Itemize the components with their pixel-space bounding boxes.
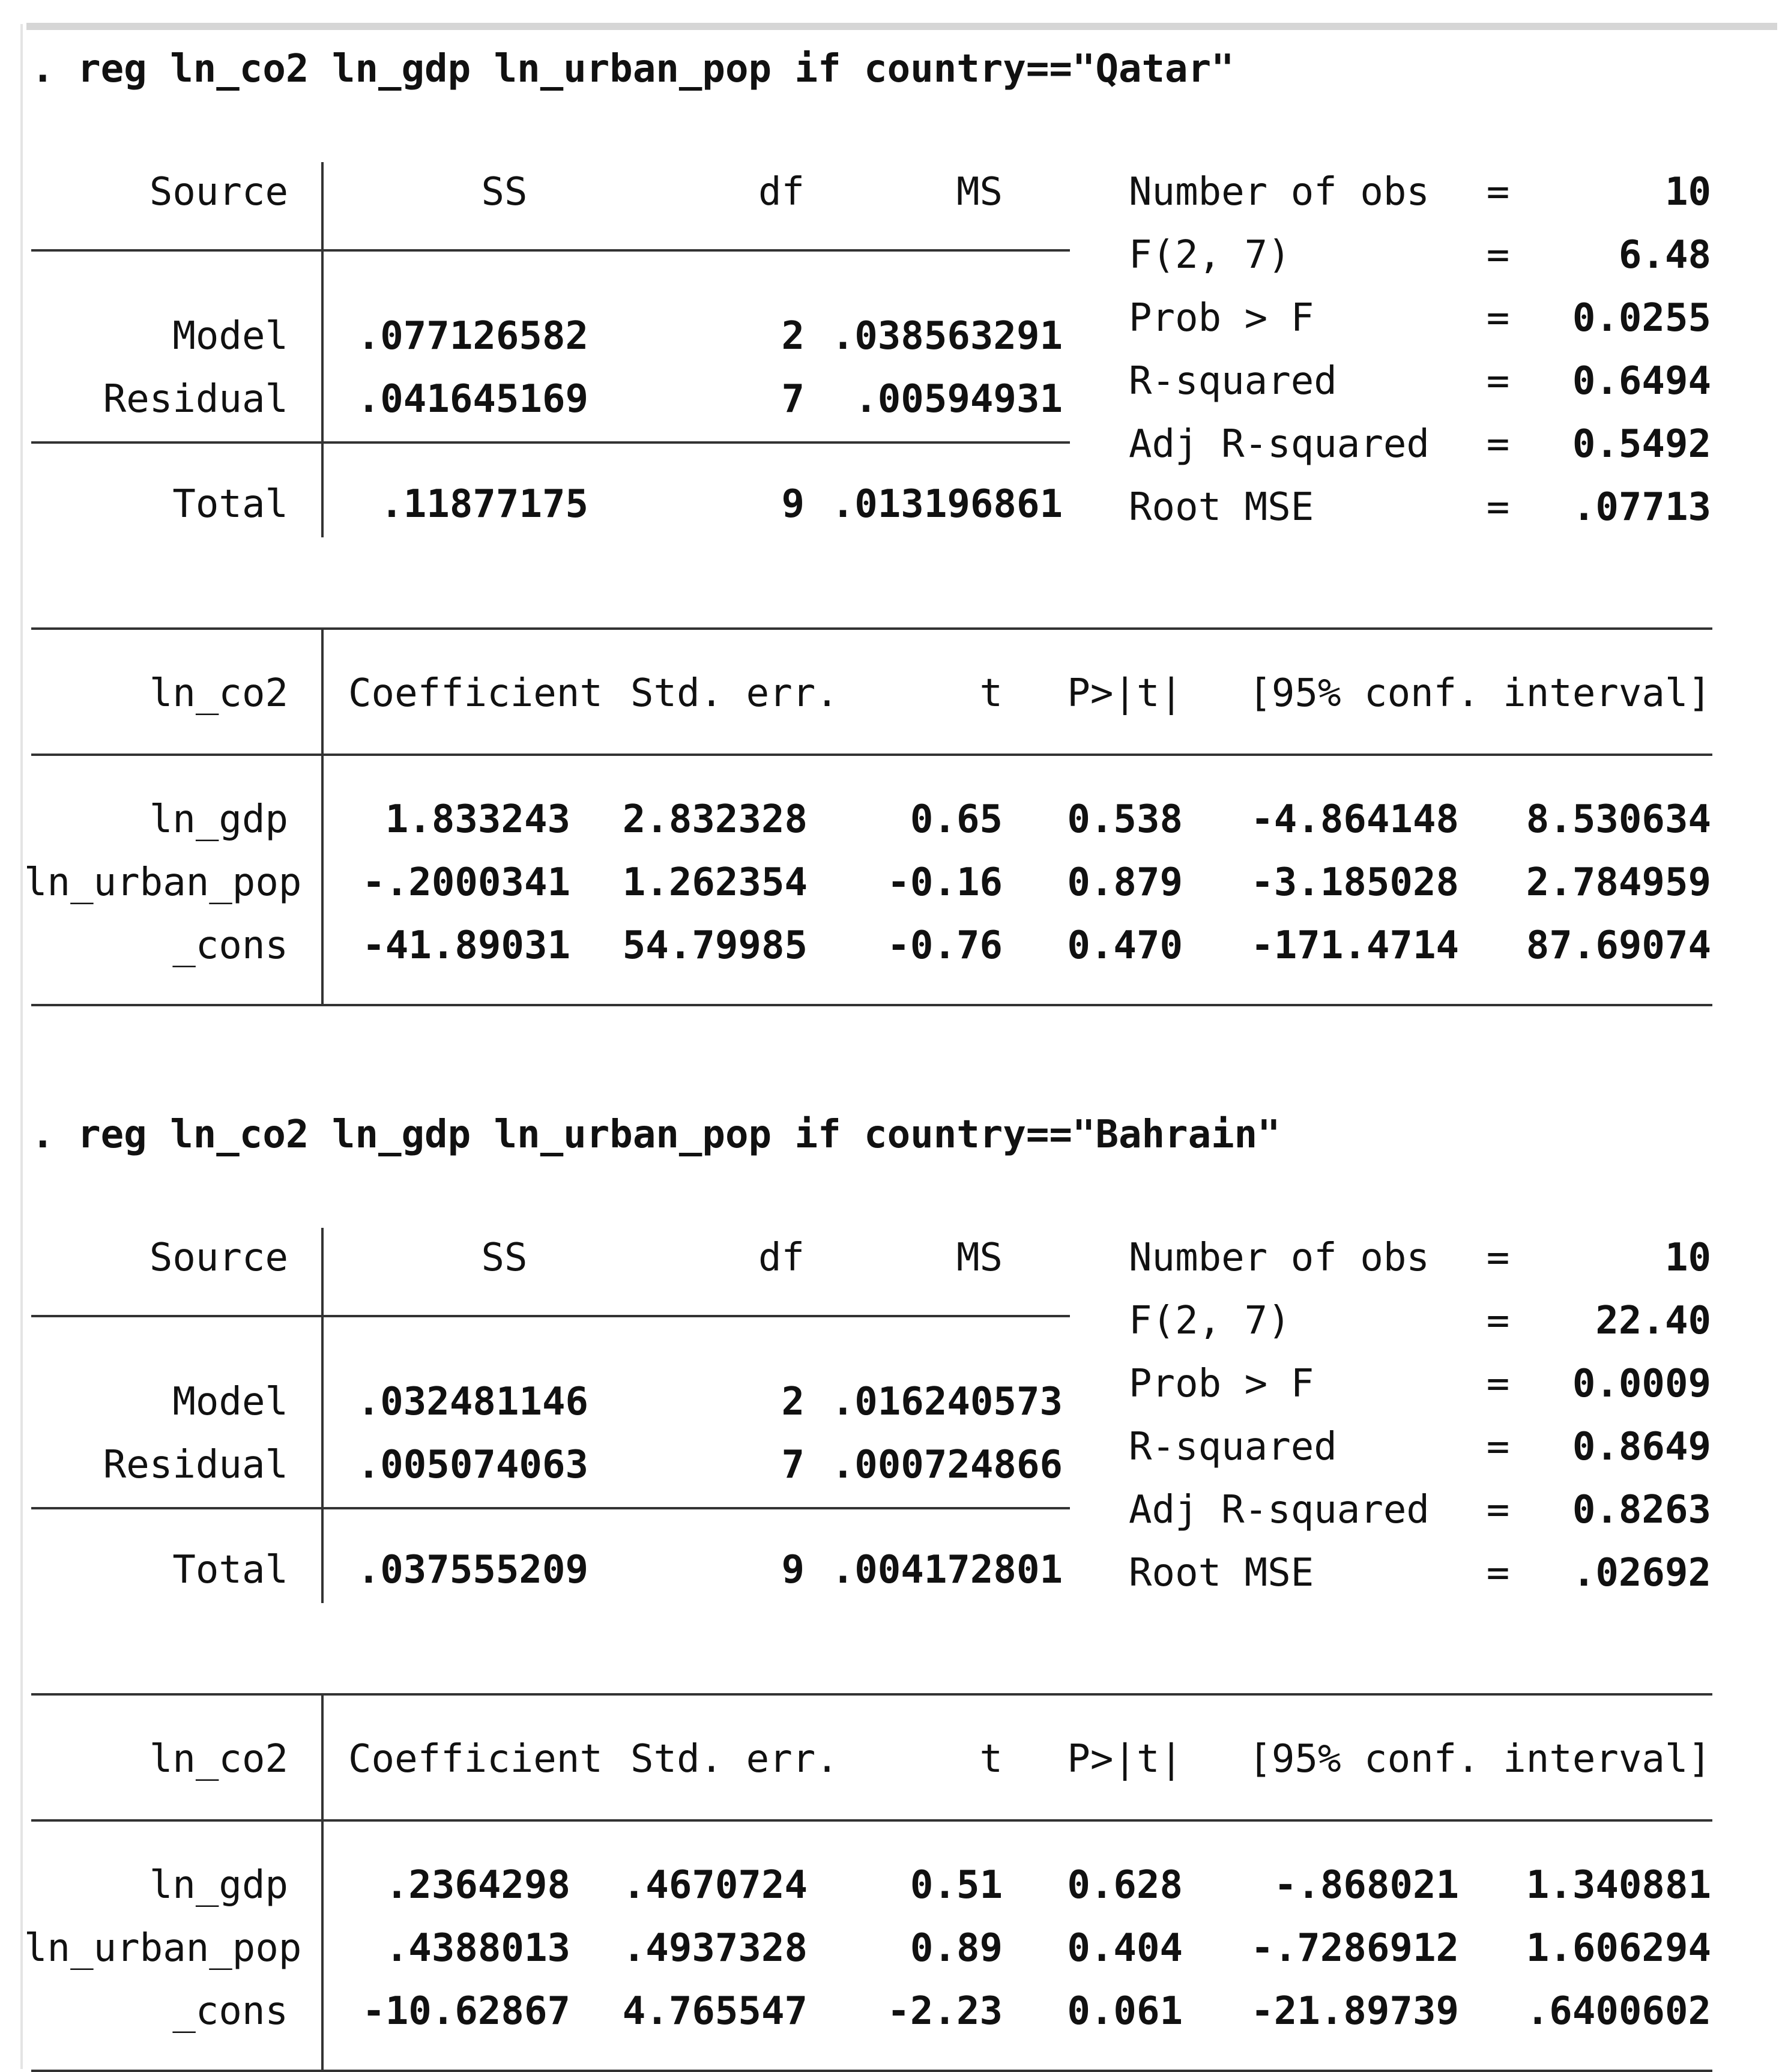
anova-row-ms: .013196861 <box>831 482 1063 527</box>
stat-eq: = <box>1486 359 1510 403</box>
stat-eq: = <box>1486 485 1510 530</box>
coef-row-var: _cons <box>172 923 288 968</box>
stat-eq: = <box>1486 233 1510 277</box>
coef-row-ci-low: -4.864148 <box>1251 797 1459 842</box>
anova-row-df: 2 <box>781 1380 805 1424</box>
coef-header-depvar: ln_co2 <box>149 1737 288 1781</box>
coef-row-p: 0.879 <box>1067 860 1183 905</box>
coef-row-p: 0.061 <box>1067 1989 1183 2034</box>
anova-row-source: Residual <box>103 377 288 421</box>
anova-row-df: 2 <box>781 314 805 358</box>
anova-row-ss: .037555209 <box>357 1548 588 1592</box>
coef-row-t: -0.76 <box>887 923 1003 968</box>
coef-row-p: 0.538 <box>1067 797 1183 842</box>
coef-row-var: _cons <box>172 1989 288 2034</box>
coef-row-coefficient: -41.89031 <box>362 923 570 968</box>
stat-label: Number of obs <box>1129 1236 1430 1280</box>
coef-row-coefficient: .4388013 <box>385 1926 570 1971</box>
coef-divider <box>321 627 324 1006</box>
coef-row-ci-low: -.7286912 <box>1251 1926 1459 1971</box>
stat-value: 0.6494 <box>1572 359 1711 403</box>
coef-row-coefficient: -10.62867 <box>362 1989 570 2034</box>
coef-row-t: 0.51 <box>910 1863 1003 1907</box>
coef-header-stderr: Std. err. <box>630 671 839 716</box>
coef-row-stderr: 1.262354 <box>622 860 808 905</box>
anova-row-source: Total <box>172 482 288 527</box>
coef-row-ci-low: -3.185028 <box>1251 860 1459 905</box>
stat-value: 10 <box>1664 170 1711 214</box>
stat-value: 0.8263 <box>1572 1488 1711 1532</box>
stat-value: 10 <box>1664 1236 1711 1280</box>
anova-header-source: Source <box>149 170 288 214</box>
coef-header-ci: [95% conf. interval] <box>1248 671 1711 716</box>
coef-row-coefficient: -.2000341 <box>362 860 570 905</box>
stat-label: R-squared <box>1129 359 1337 403</box>
anova-total-rule <box>31 441 1070 444</box>
anova-header-df: df <box>758 170 805 214</box>
anova-header-df: df <box>758 1236 805 1280</box>
coef-row-ci-high: 1.340881 <box>1526 1863 1711 1907</box>
coef-row-p: 0.404 <box>1067 1926 1183 1971</box>
stat-label: Prob > F <box>1129 1362 1314 1406</box>
command-line: . reg ln_co2 ln_gdp ln_urban_pop if country=="Qatar" <box>31 47 1234 91</box>
coef-row-stderr: .4670724 <box>622 1863 808 1907</box>
stat-label: F(2, 7) <box>1129 1299 1291 1343</box>
anova-row-df: 9 <box>781 1548 805 1592</box>
stat-value: 0.5492 <box>1572 422 1711 467</box>
anova-header-rule <box>31 249 1070 252</box>
anova-row-ss: .11877175 <box>380 482 588 527</box>
stat-label: Adj R-squared <box>1129 422 1430 467</box>
coef-top-rule <box>31 627 1712 630</box>
coef-row-t: -0.16 <box>887 860 1003 905</box>
coef-top-rule <box>31 1693 1712 1696</box>
coef-divider <box>321 1693 324 2072</box>
command-line: . reg ln_co2 ln_gdp ln_urban_pop if country=="Bahrain" <box>31 1113 1281 1157</box>
coef-row-var: ln_gdp <box>149 797 288 842</box>
stat-eq: = <box>1486 422 1510 467</box>
coef-row-var: ln_urban_pop <box>24 1926 302 1971</box>
coef-row-var: ln_gdp <box>149 1863 288 1907</box>
coef-row-t: -2.23 <box>887 1989 1003 2034</box>
coef-bottom-rule <box>31 1004 1712 1006</box>
anova-divider <box>321 162 324 537</box>
stat-eq: = <box>1486 1425 1510 1469</box>
coef-header-rule <box>31 754 1712 756</box>
coef-row-coefficient: .2364298 <box>385 1863 570 1907</box>
coef-row-ci-low: -21.89739 <box>1251 1989 1459 2034</box>
coef-row-var: ln_urban_pop <box>24 860 302 905</box>
stat-label: Root MSE <box>1129 485 1314 530</box>
anova-header-rule <box>31 1315 1070 1317</box>
coef-header-depvar: ln_co2 <box>149 671 288 716</box>
stat-label: F(2, 7) <box>1129 233 1291 277</box>
stat-eq: = <box>1486 1488 1510 1532</box>
coef-row-p: 0.470 <box>1067 923 1183 968</box>
coef-row-coefficient: 1.833243 <box>385 797 570 842</box>
anova-row-source: Model <box>172 1380 288 1424</box>
coef-row-ci-high: 2.784959 <box>1526 860 1711 905</box>
anova-row-source: Total <box>172 1548 288 1592</box>
anova-row-ms: .016240573 <box>831 1380 1063 1424</box>
coef-row-ci-high: .6400602 <box>1526 1989 1711 2034</box>
coef-row-p: 0.628 <box>1067 1863 1183 1907</box>
anova-header-ms: MS <box>956 1236 1003 1280</box>
stat-eq: = <box>1486 1236 1510 1280</box>
stat-eq: = <box>1486 1551 1510 1595</box>
anova-row-df: 9 <box>781 482 805 527</box>
anova-row-ms: .000724866 <box>831 1443 1063 1487</box>
stat-value: 0.0009 <box>1572 1362 1711 1406</box>
stat-value: 0.0255 <box>1572 296 1711 340</box>
anova-row-df: 7 <box>781 377 805 421</box>
anova-header-ss: SS <box>481 1236 528 1280</box>
coef-header-t: t <box>979 671 1003 716</box>
anova-header-source: Source <box>149 1236 288 1280</box>
coef-row-stderr: 2.832328 <box>622 797 808 842</box>
window-left-border <box>20 24 23 2069</box>
coef-header-p: P>|t| <box>1067 1737 1183 1781</box>
coef-row-ci-high: 87.69074 <box>1526 923 1711 968</box>
anova-row-ss: .005074063 <box>357 1443 588 1487</box>
coef-header-coefficient: Coefficient <box>348 1737 603 1781</box>
stat-label: Root MSE <box>1129 1551 1314 1595</box>
coef-row-t: 0.89 <box>910 1926 1003 1971</box>
anova-divider <box>321 1228 324 1603</box>
coef-row-stderr: 54.79985 <box>622 923 808 968</box>
coef-header-ci: [95% conf. interval] <box>1248 1737 1711 1781</box>
stat-eq: = <box>1486 170 1510 214</box>
stat-eq: = <box>1486 1299 1510 1343</box>
anova-row-ss: .032481146 <box>357 1380 588 1424</box>
anova-row-ss: .077126582 <box>357 314 588 358</box>
coef-header-rule <box>31 1819 1712 1822</box>
anova-header-ms: MS <box>956 170 1003 214</box>
coef-row-t: 0.65 <box>910 797 1003 842</box>
anova-row-source: Residual <box>103 1443 288 1487</box>
stat-value: 22.40 <box>1595 1299 1711 1343</box>
anova-row-ms: .004172801 <box>831 1548 1063 1592</box>
coef-row-ci-low: -171.4714 <box>1251 923 1459 968</box>
stat-value: 6.48 <box>1618 233 1711 277</box>
stat-eq: = <box>1486 1362 1510 1406</box>
stat-label: Number of obs <box>1129 170 1430 214</box>
coef-row-stderr: 4.765547 <box>622 1989 808 2034</box>
stat-value: .07713 <box>1572 485 1711 530</box>
stat-value: 0.8649 <box>1572 1425 1711 1469</box>
coef-header-p: P>|t| <box>1067 671 1183 716</box>
coef-row-ci-high: 1.606294 <box>1526 1926 1711 1971</box>
stat-label: Prob > F <box>1129 296 1314 340</box>
anova-row-ms: .00594931 <box>854 377 1063 421</box>
anova-row-df: 7 <box>781 1443 805 1487</box>
anova-total-rule <box>31 1507 1070 1509</box>
anova-header-ss: SS <box>481 170 528 214</box>
window-top-border <box>26 23 1777 30</box>
coef-row-ci-low: -.868021 <box>1273 1863 1459 1907</box>
stat-value: .02692 <box>1572 1551 1711 1595</box>
coef-header-t: t <box>979 1737 1003 1781</box>
anova-row-source: Model <box>172 314 288 358</box>
anova-row-ms: .038563291 <box>831 314 1063 358</box>
coef-header-stderr: Std. err. <box>630 1737 839 1781</box>
coef-row-stderr: .4937328 <box>622 1926 808 1971</box>
stat-label: R-squared <box>1129 1425 1337 1469</box>
coef-bottom-rule <box>31 2070 1712 2072</box>
stat-eq: = <box>1486 296 1510 340</box>
coef-header-coefficient: Coefficient <box>348 671 603 716</box>
coef-row-ci-high: 8.530634 <box>1526 797 1711 842</box>
stat-label: Adj R-squared <box>1129 1488 1430 1532</box>
anova-row-ss: .041645169 <box>357 377 588 421</box>
